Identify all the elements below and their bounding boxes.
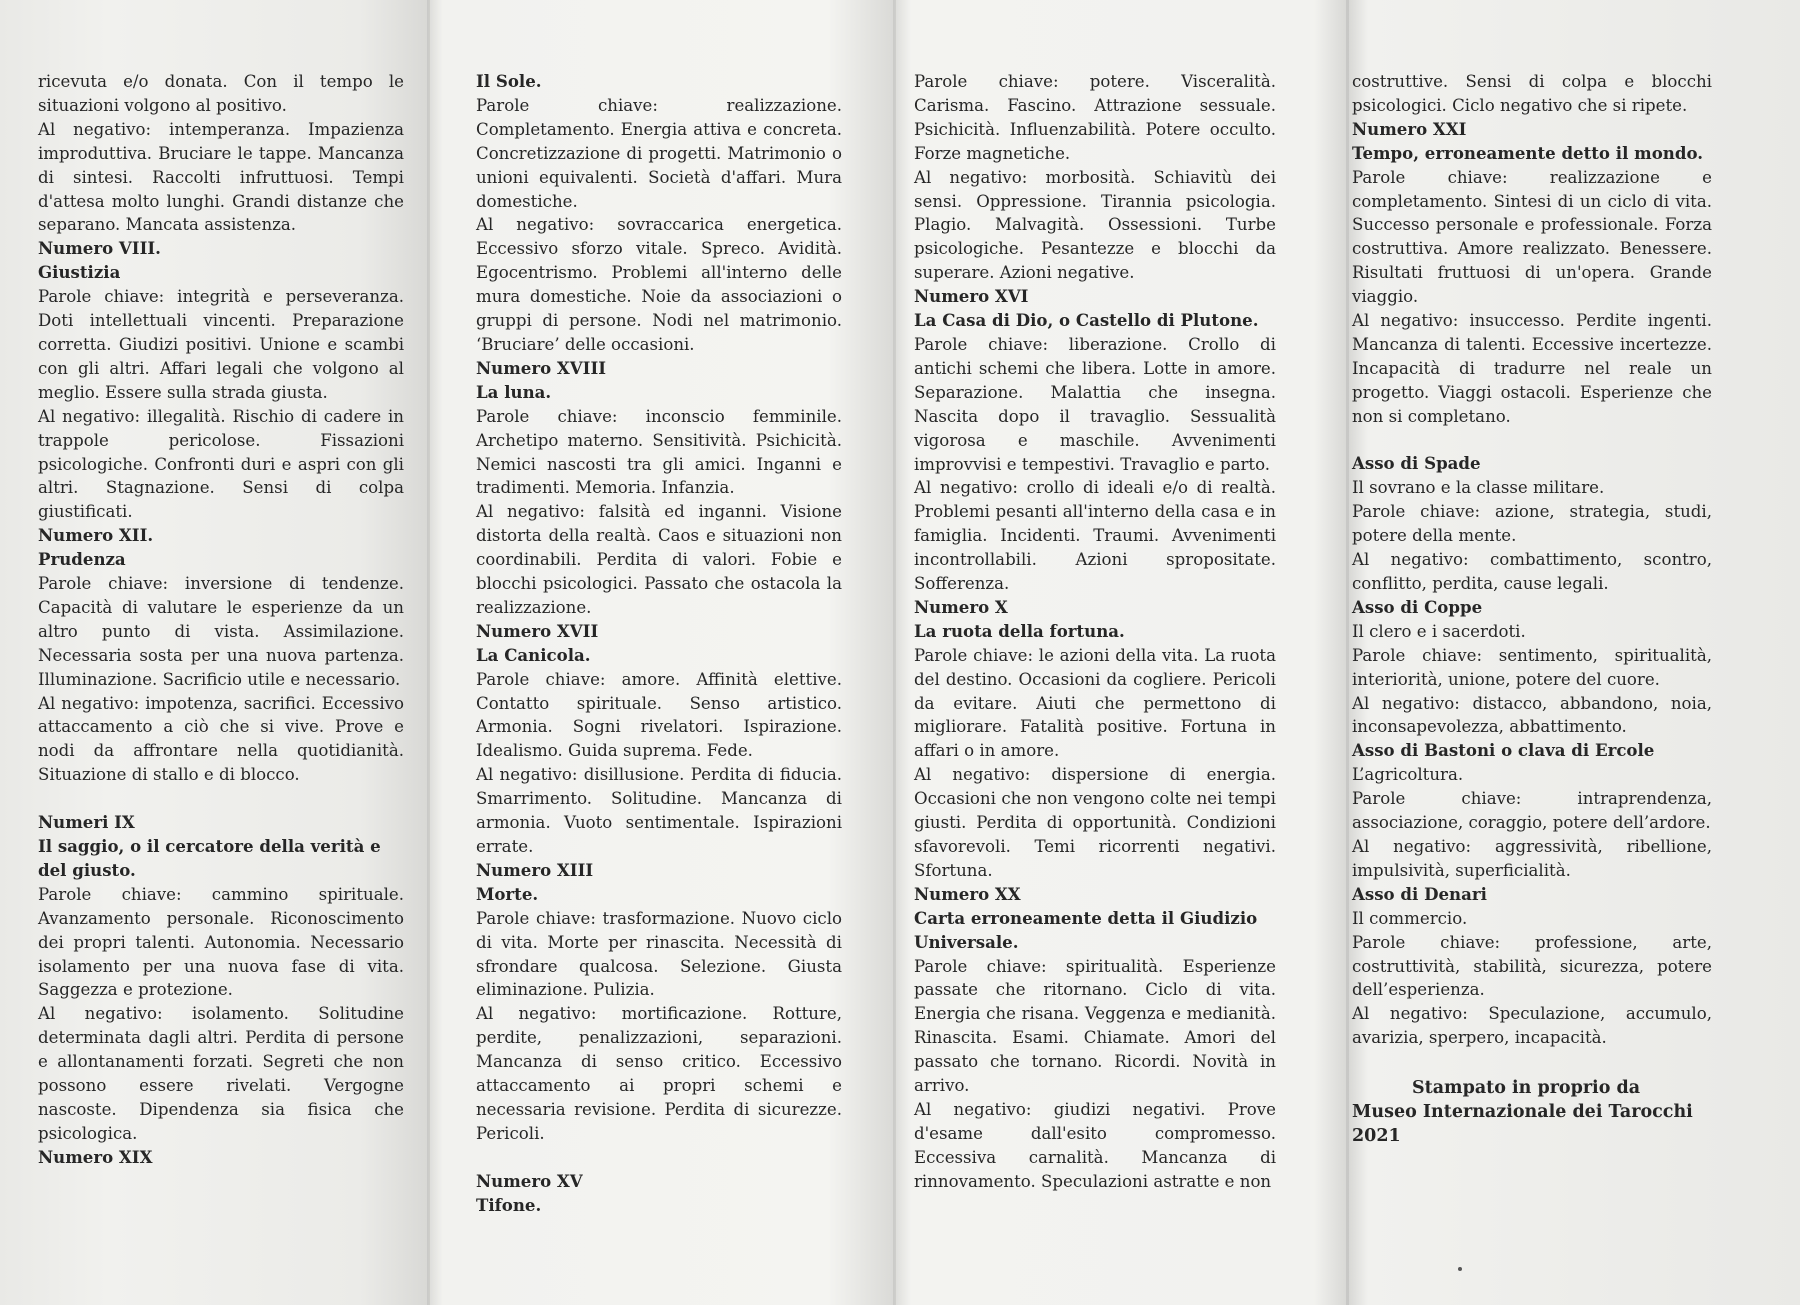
paragraph: Al negativo: isolamento. Solitudine determinata dagli altri. Perdita di persone e allontanamenti forzati. Segreti che non possono essere rivelati. Vergogne nascoste. Dipendenza sia fisica che psicologica. (38, 1004, 404, 1143)
section-heading: La ruota della fortuna. (914, 620, 1125, 641)
paragraph: Parole chiave: trasformazione. Nuovo ciclo di vita. Morte per rinascita. Necessità di sfrondare qualcosa. Selezione. Giusta eliminazione. Pulizia. (476, 908, 842, 1000)
paragraph: Parole chiave: inconscio femminile. Archetipo materno. Sensitività. Psichicità. Nemici nascosti tra gli amici. Inganni e tradimenti. Memoria. Infanzia. (476, 406, 842, 498)
section-heading: Il Sole. (476, 71, 542, 91)
paragraph: Al negativo: disillusione. Perdita di fiducia. Smarrimento. Solitudine. Mancanza di armonia. Vuoto sentimentale. Ispirazioni errate. (476, 765, 842, 856)
column-3 (914, 70, 1276, 1194)
paragraph: Al negativo: combattimento, scontro, conflitto, perdita, cause legali. (1352, 550, 1712, 594)
paragraph: Al negativo: crollo di ideali e/o di realtà. Problemi pesanti all'interno della casa e in famiglia. Incidenti. Traumi. Avvenimenti incontrollabili. Azioni spropositate. Sofferenza. (914, 478, 1276, 594)
paragraph: Parole chiave: integrità e perseveranza. Doti intellettuali vincenti. Preparazione corretta. Giudizi positivi. Unione e scambi con gli altri. Affari legali che volgono al meglio. Essere sulla strada giusta. (38, 287, 404, 402)
paragraph: Al negativo: sovraccarica energetica. Eccessivo sforzo vitale. Spreco. Avidità. Egocentrismo. Problemi all'interno delle mura domestiche. Noie da associazioni o gruppi di persone. Nodi nel matrimonio. ‘Bruciare’ delle occasioni. (476, 215, 842, 354)
section-heading: Numero XVIII (476, 357, 606, 378)
paragraph-spacer (476, 1146, 842, 1170)
section-heading: Prudenza (38, 549, 126, 570)
column-4 (1352, 70, 1712, 1148)
paragraph: costruttive. Sensi di colpa e blocchi psicologici. Ciclo negativo che si ripete. (1352, 72, 1712, 115)
printer-credit (1352, 1076, 1712, 1148)
paragraph: Parole chiave: amore. Affinità elettive. Contatto spirituale. Senso artistico. Armonia. Sogni rivelatori. Ispirazione. Idealismo. Guida suprema. Fede. (476, 669, 842, 761)
paragraph: Al negativo: aggressività, ribellione, impulsività, superficialità. (1352, 836, 1712, 880)
section-heading: Giustizia (38, 262, 121, 283)
section-heading: Morte. (476, 883, 539, 904)
paragraph: Al negativo: Speculazione, accumulo, avarizia, sperpero, incapacità. (1352, 1004, 1712, 1048)
section-heading: Asso di Coppe (1352, 596, 1483, 617)
paragraph: Parole chiave: inversione di tendenze. Capacità di valutare le esperienze da un altro punto di vista. Assimilazione. Necessaria sosta per una nuova partenza. Illuminazione. Sacrificio utile e necessario. (38, 574, 404, 689)
paragraph: Parole chiave: azione, strategia, studi, potere della mente. (1352, 502, 1712, 546)
section-heading: Asso di Spade (1352, 453, 1481, 474)
paragraph: Al negativo: insuccesso. Perdite ingenti. Mancanza di talenti. Eccessive incertezze. Incapacità di tradurre nel reale un progetto. Viaggi ostacoli. Esperienze che non si completano. (1352, 311, 1712, 426)
section-heading: Numeri IX (38, 812, 135, 833)
section-heading: Numero XII. (38, 525, 154, 546)
section-heading: Numero XVI (914, 286, 1029, 307)
credit-line-2: Museo Internazionale dei Tarocchi (1352, 1102, 1693, 1123)
section-heading: Numero XV (476, 1170, 583, 1191)
paragraph: Parole chiave: liberazione. Crollo di antichi schemi che libera. Lotte in amore. Separazione. Malattia che insegna. Nascita dopo il travaglio. Sessualità vigorosa e maschile. Avvenimenti improvvisi e tempestivi. Travaglio e parto. (914, 334, 1276, 474)
section-heading: La Canicola. (476, 644, 591, 665)
paragraph: ricevuta e/o donata. Con il tempo le situazioni volgono al positivo. (38, 72, 404, 115)
column-2 (476, 70, 842, 1217)
section-heading: Carta erroneamente detta il Giudizio Universale. (914, 907, 1258, 952)
paragraph: Al negativo: distacco, abbandono, noia, inconsapevolezza, abbattimento. (1352, 693, 1712, 737)
paragraph: Parole chiave: cammino spirituale. Avanzamento personale. Riconoscimento dei propri talenti. Autonomia. Necessario isolamento per una nuova fase di vita. Saggezza e protezione. (38, 884, 404, 1000)
section-heading: La luna. (476, 381, 552, 402)
credit-line-3: 2021 (1352, 1126, 1401, 1147)
section-heading: Numero XIX (38, 1146, 153, 1167)
paragraph: Al negativo: giudizi negativi. Prove d'esame dall'esito compromesso. Eccessiva carnalità. Mancanza di rinnovamento. Speculazioni astratte e non (914, 1099, 1276, 1191)
section-heading: Tempo, erroneamente detto il mondo. (1352, 142, 1704, 163)
section-heading: Asso di Denari (1352, 883, 1487, 904)
paragraph: Al negativo: impotenza, sacrifici. Eccessivo attaccamento a ciò che si vive. Prove e nodi da affrontare nella quotidianità. Situazione di stallo e di blocco. (38, 693, 404, 785)
fold-line-1 (427, 0, 430, 1305)
paragraph: Parole chiave: le azioni della vita. La ruota del destino. Occasioni da cogliere. Pericoli da evitare. Aiuti che permettono di migliorare. Fatalità positive. Fortuna in affari o in amore. (914, 645, 1276, 761)
paragraph: Parole chiave: realizzazione e completamento. Sintesi di un ciclo di vita. Successo personale e professionale. Forza costruttiva. Amore realizzato. Benessere. Risultati fruttuosi di un'opera. Grande viaggio. (1352, 167, 1712, 307)
paragraph: Parole chiave: professione, arte, costruttività, stabilità, sicurezza, potere dell’esperienza. (1352, 932, 1712, 1000)
paragraph: Al negativo: falsità ed inganni. Visione distorta della realtà. Caos e situazioni non coordinabili. Perdita di valori. Fobie e blocchi psicologici. Passato che ostacola la realizzazione. (476, 502, 842, 617)
paragraph: Al negativo: illegalità. Rischio di cadere in trappole pericolose. Fissazioni psicologiche. Confronti duri e aspri con gli altri. Stagnazione. Sensi di colpa giustificati. (38, 406, 404, 522)
paragraph: Parole chiave: intraprendenza, associazione, coraggio, potere dell’ardore. (1352, 789, 1712, 833)
paragraph: Al negativo: intemperanza. Impazienza improduttiva. Bruciare le tappe. Mancanza di sintesi. Raccolti infruttuosi. Tempi d'attesa molto lunghi. Grandi distanze che separano. Mancata assistenza. (38, 119, 404, 235)
paragraph: Parole chiave: potere. Visceralità. Carisma. Fascino. Attrazione sessuale. Psichicità. Influenzabilità. Potere occulto. Forze magnetiche. (914, 72, 1276, 163)
paragraph: Al negativo: morbosità. Schiavitù dei sensi. Oppressione. Tirannia psicologia. Plagio. Malvagità. Ossessioni. Turbe psicologiche. Pesantezze e blocchi da superare. Azioni negative. (914, 167, 1276, 283)
section-heading: Il saggio, o il cercatore della verità e del giusto. (38, 835, 381, 880)
paragraph: Parole chiave: realizzazione. Completamento. Energia attiva e concreta. Concretizzazione di progetti. Matrimonio o unioni equivalenti. Società d'affari. Mura domestiche. (476, 95, 842, 211)
section-heading: Numero X (914, 596, 1008, 617)
paragraph: Il sovrano e la classe militare. (1352, 478, 1605, 498)
paragraph: Al negativo: dispersione di energia. Occasioni che non vengono colte nei tempi giusti. Perdita di opportunità. Condizioni sfavorevoli. Temi ricorrenti negativi. Sfortuna. (914, 765, 1276, 880)
column-4-body (1352, 70, 1712, 1050)
section-heading: La Casa di Dio, o Castello di Plutone. (914, 310, 1259, 331)
paragraph: Il commercio. (1352, 908, 1468, 928)
paragraph: Parole chiave: spiritualità. Esperienze passate che ritornano. Ciclo di vita. Energia che risana. Veggenza e medianità. Rinascita. Esami. Chiamate. Amori del passato che tornano. Ricordi. Novità in arrivo. (914, 956, 1276, 1096)
section-heading: Numero XX (914, 883, 1021, 904)
column-1 (38, 70, 404, 1170)
section-heading: Numero VIII. (38, 238, 161, 259)
paragraph-spacer (1352, 429, 1712, 453)
section-heading: Numero XIII (476, 859, 594, 880)
paragraph-spacer (38, 787, 404, 811)
section-heading: Numero XXI (1352, 118, 1467, 139)
section-heading: Tifone. (476, 1194, 542, 1215)
paragraph: Parole chiave: sentimento, spiritualità, interiorità, unione, potere del cuore. (1352, 645, 1712, 689)
fold-line-3 (1346, 0, 1349, 1305)
section-heading: Asso di Bastoni o clava di Ercole (1352, 740, 1655, 761)
section-heading: Numero XVII (476, 620, 599, 641)
credit-line-1: Stampato in proprio da (1412, 1078, 1641, 1099)
paragraph: L’agricoltura. (1352, 765, 1464, 785)
paragraph: Il clero e i sacerdoti. (1352, 621, 1526, 641)
paragraph: Al negativo: mortificazione. Rotture, perdite, penalizzazioni, separazioni. Mancanza di senso critico. Eccessivo attaccamento ai propri schemi e necessaria revisione. Perdita di sicurezze. Pericoli. (476, 1004, 842, 1143)
page-dot (1458, 1267, 1462, 1271)
fold-line-2 (893, 0, 896, 1305)
